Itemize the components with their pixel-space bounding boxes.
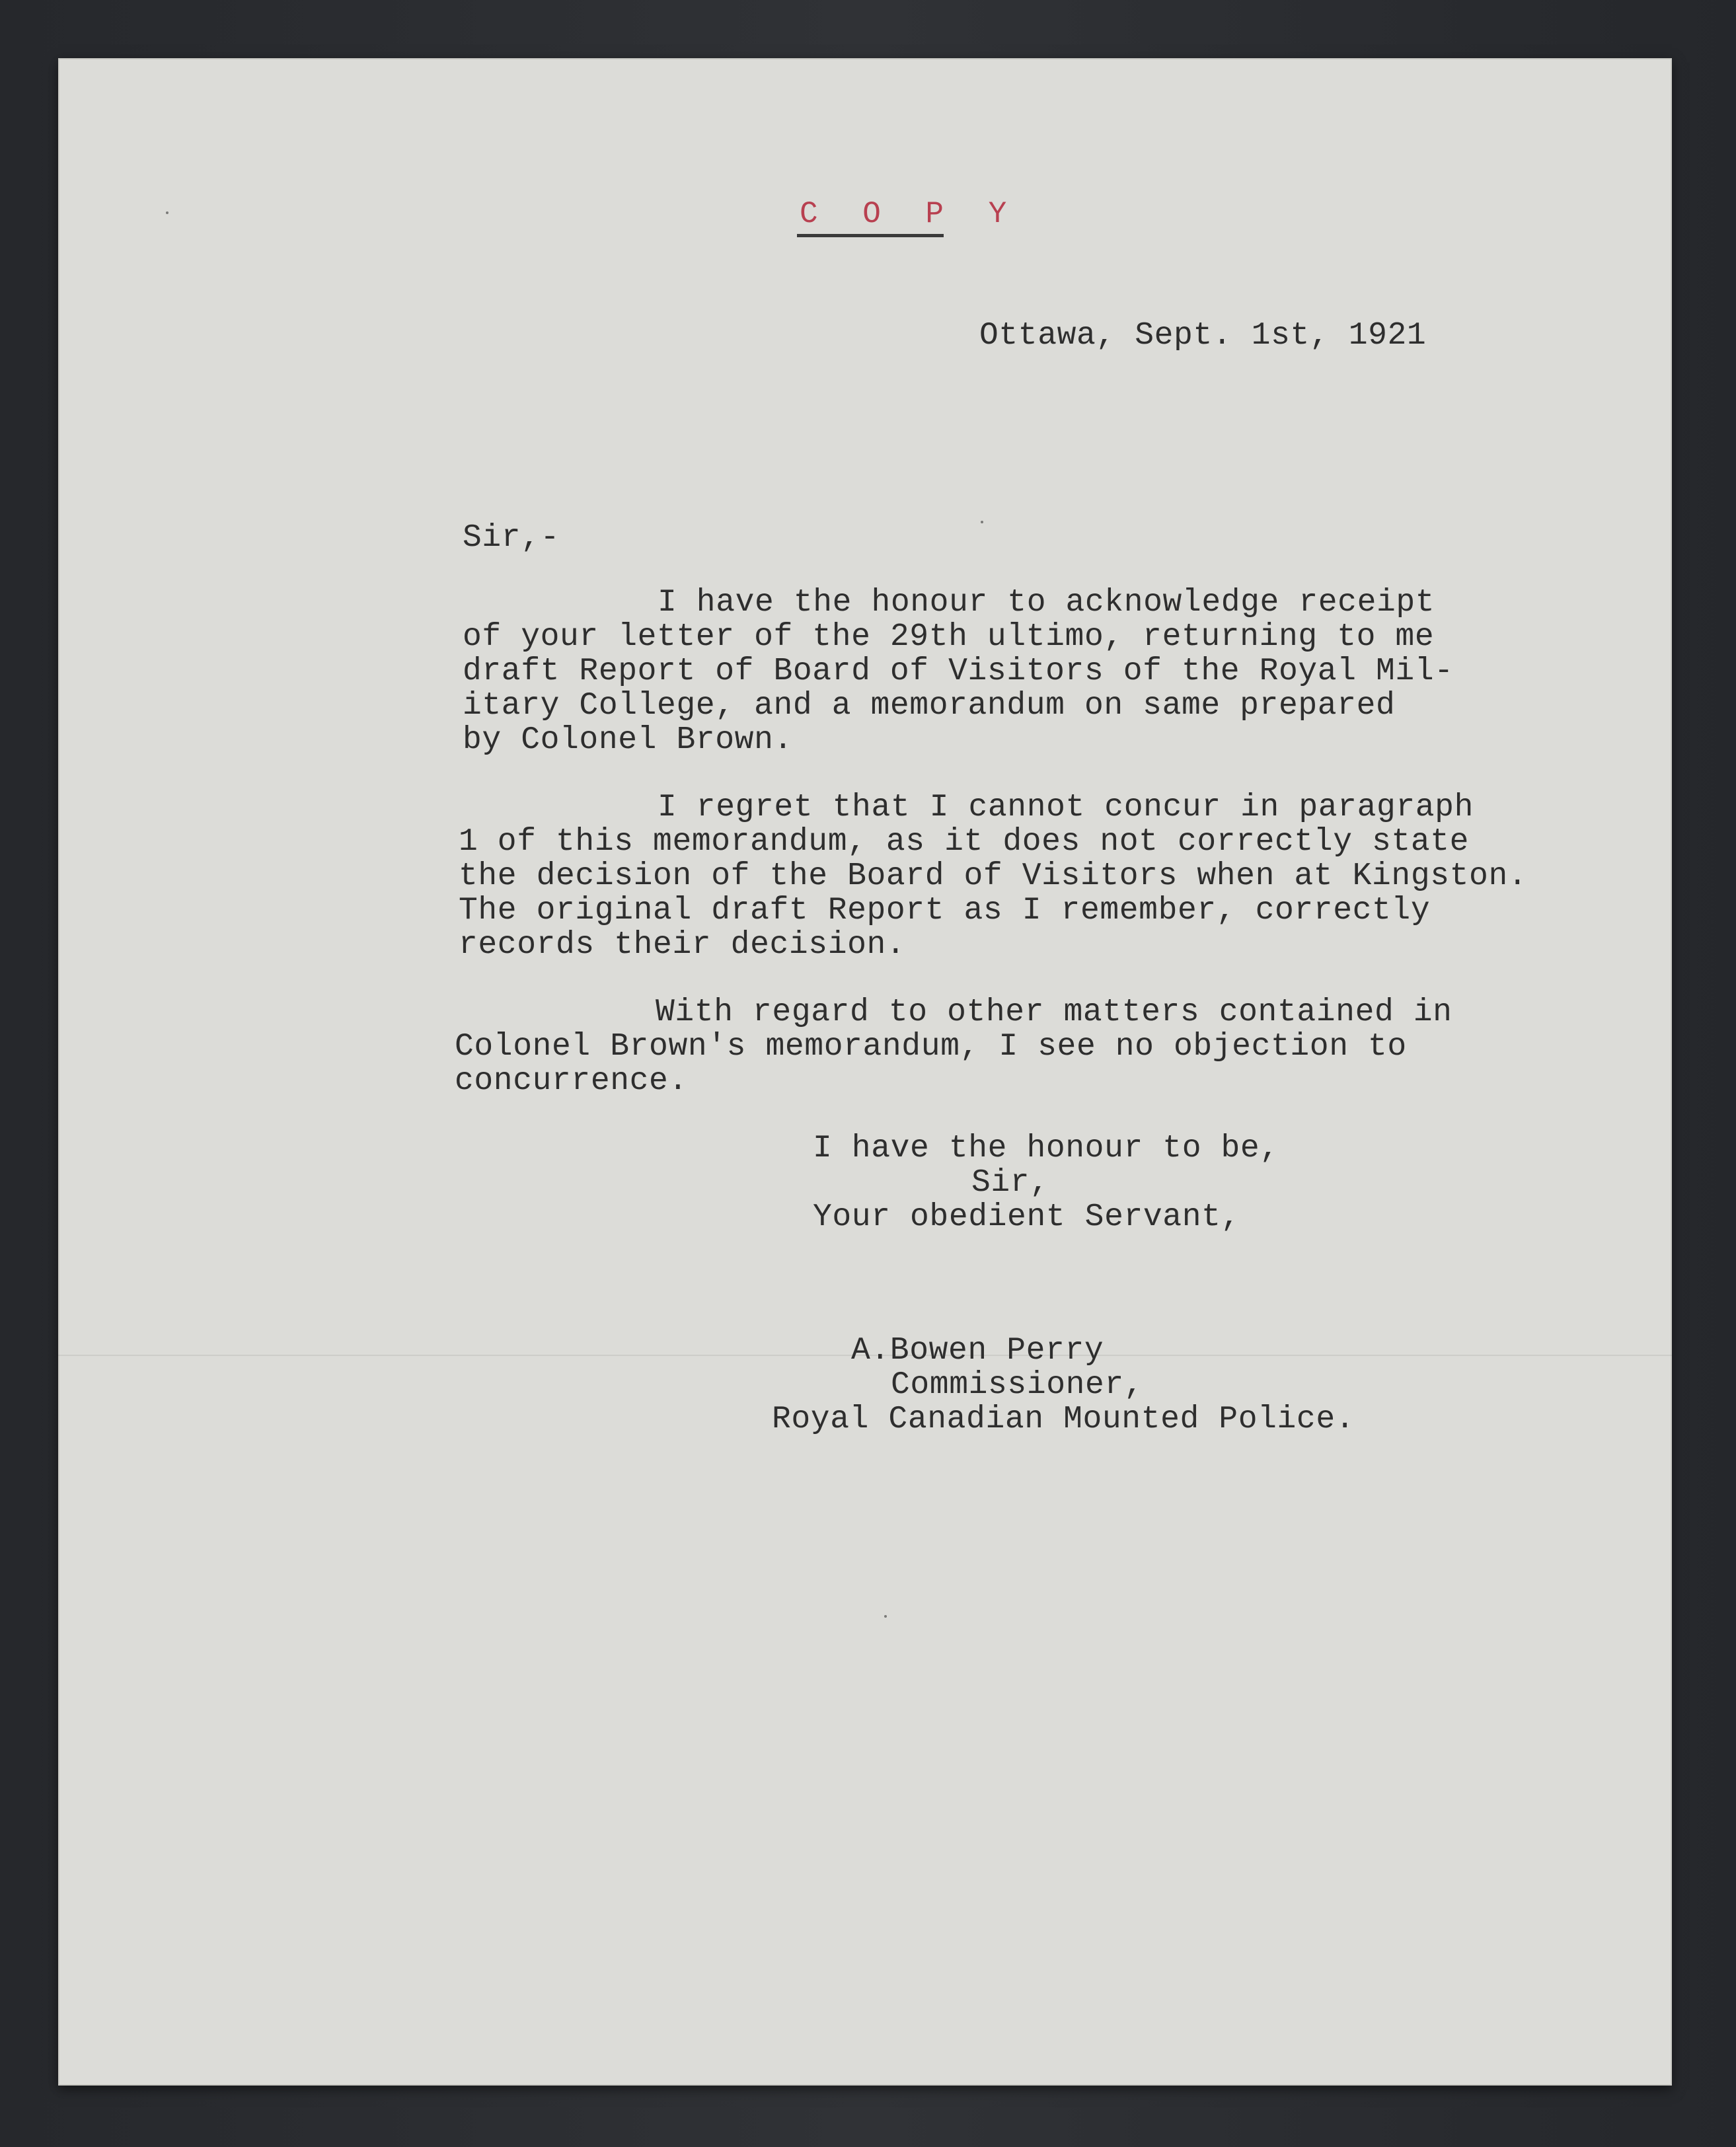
paper-speck	[166, 211, 169, 214]
paragraph-1-line: I have the honour to acknowledge receipt	[658, 585, 1435, 621]
closing-line: I have the honour to be,	[813, 1131, 1279, 1166]
salutation: Sir,-	[463, 520, 560, 556]
paragraph-1-line: draft Report of Board of Visitors of the Royal Mil-	[463, 654, 1454, 689]
paragraph-3-line: Colonel Brown's memorandum, I see no objection to	[455, 1029, 1407, 1065]
paragraph-2-line: the decision of the Board of Visitors when at Kingston.	[459, 858, 1528, 894]
dateline: Ottawa, Sept. 1st, 1921	[979, 318, 1427, 354]
signatory-name: A.Bowen Perry	[851, 1333, 1104, 1369]
closing-line: Your obedient Servant,	[813, 1199, 1240, 1235]
letter-sheet	[58, 58, 1672, 2086]
paragraph-1-line: of your letter of the 29th ultimo, returning to me	[463, 619, 1435, 655]
paper-speck	[981, 521, 983, 523]
closing-line: Sir,	[971, 1165, 1049, 1201]
paragraph-1-line: itary College, and a memorandum on same prepared	[463, 688, 1396, 724]
copy-heading-underline	[797, 234, 944, 237]
signatory-organization: Royal Canadian Mounted Police.	[772, 1402, 1355, 1437]
paragraph-2-line: The original draft Report as I remember, correctly	[459, 893, 1431, 928]
paragraph-2-line: I regret that I cannot concur in paragraph	[658, 790, 1474, 825]
copy-stamp-heading: C O P Y	[800, 197, 1020, 231]
paragraph-3-line: concurrence.	[455, 1063, 688, 1099]
paragraph-2-line: records their decision.	[459, 927, 906, 963]
paragraph-1-line: by Colonel Brown.	[463, 722, 793, 758]
signatory-title: Commissioner,	[891, 1367, 1144, 1403]
paper-speck	[884, 1615, 887, 1618]
paragraph-2-line: 1 of this memorandum, as it does not correctly state	[459, 824, 1470, 860]
paragraph-3-line: With regard to other matters contained in	[656, 995, 1453, 1030]
